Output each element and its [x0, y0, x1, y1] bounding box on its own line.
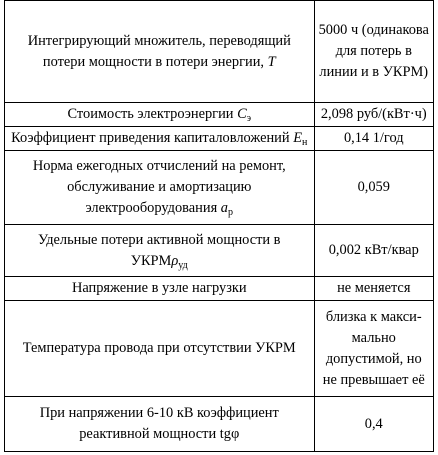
parameter-cell [5, 225, 315, 277]
table-row [5, 277, 434, 301]
parameter-subscript: н [301, 137, 308, 148]
parameter-subscript: э [246, 113, 251, 124]
parameter-subscript: уд [178, 259, 188, 271]
value-cell: 0,14 1/год [314, 127, 433, 151]
table-row [5, 103, 434, 127]
parameter-cell [5, 151, 315, 225]
value-cell: 5000 ч (одинакова для потерь в линии и в УКРМ) [314, 1, 433, 103]
table-row [5, 301, 434, 397]
parameter-label: Удельные потери активной мощности в УКРМ [38, 231, 281, 269]
parameter-label: Стоимость электроэнергии [67, 106, 238, 122]
parameter-cell [5, 127, 315, 151]
table-row [5, 127, 434, 151]
table-row [5, 225, 434, 277]
parameter-label: Температура провода при отсутствии УКРМ [22, 340, 296, 356]
value-cell: близка к макси-мально допустимой, но не превышает её [314, 301, 433, 397]
parameter-symbol: T [267, 53, 276, 70]
parameter-label: Интегрирующий множитель, переводящий потери мощности в потери энергии, [27, 32, 291, 70]
parameter-cell [5, 277, 315, 301]
table-row [5, 151, 434, 225]
table-row [5, 1, 434, 103]
parameter-cell [5, 1, 315, 103]
parameter-symbol: ρ [171, 252, 179, 269]
value-cell: не меняется [314, 277, 433, 301]
parameter-symbol: a [220, 200, 228, 216]
parameter-label: Коэффициент приведения капиталовложений [11, 130, 294, 146]
parameter-cell [5, 103, 315, 127]
value-cell: 0,002 кВт/квар [314, 225, 433, 277]
value-cell: 2,098 руб/(кВт·ч) [314, 103, 433, 127]
parameter-label: Норма ежегодных отчислений на ремонт, обслуживание и амортизацию электрооборудования [32, 158, 286, 216]
parameter-cell [5, 397, 315, 452]
parameter-symbol: E [293, 130, 302, 146]
parameter-label: Напряжение в узле нагрузки [71, 280, 247, 296]
parameter-label: При напряжении 6-10 кВ коэффициент реактивной мощности tgφ [39, 405, 279, 442]
value-cell: 0,059 [314, 151, 433, 225]
parameter-subscript: р [228, 207, 233, 218]
value-cell: 0,4 [314, 397, 433, 452]
parameter-cell [5, 301, 315, 397]
table-row [5, 397, 434, 452]
parameters-table [4, 0, 434, 452]
parameter-symbol: C [237, 106, 247, 122]
